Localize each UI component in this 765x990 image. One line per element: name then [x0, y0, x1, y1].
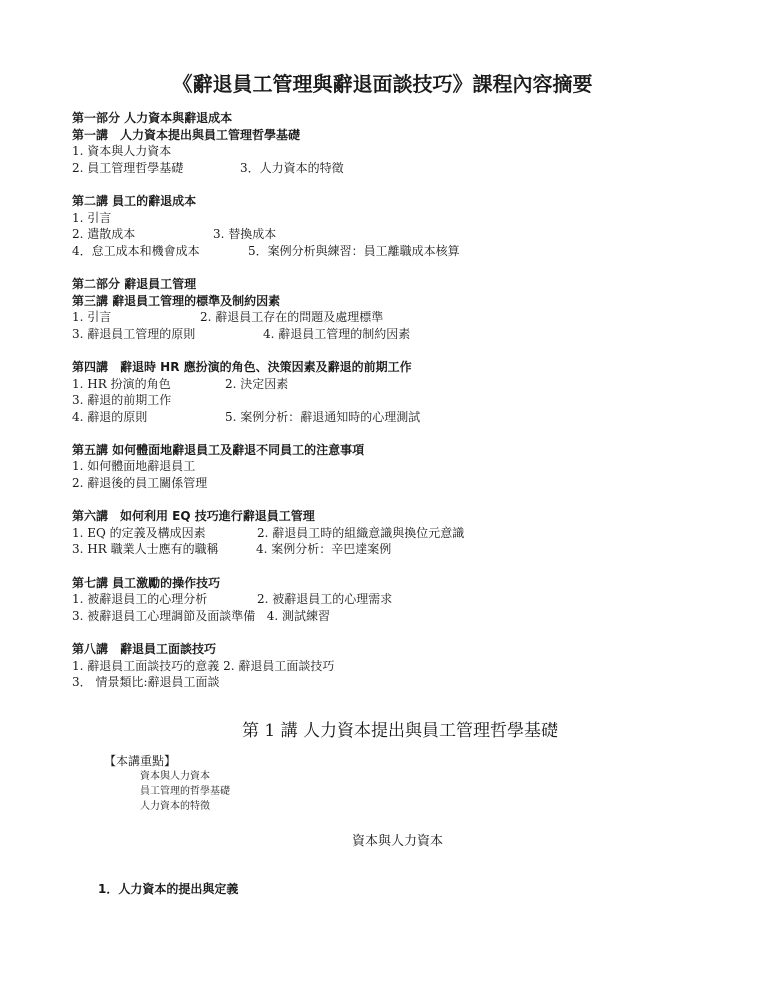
- lecture4-item1: 1. HR 扮演的角色: [72, 376, 171, 391]
- lecture2-item5: 5．案例分析與練習：員工離職成本核算: [248, 243, 460, 258]
- lecture1-item3: 3．人力資本的特徵: [240, 160, 344, 175]
- lecture7-item2: 2. 被辭退員工的心理需求: [257, 592, 393, 607]
- part2-heading: 第二部分 辭退員工管理: [72, 276, 197, 291]
- document-title: 《辭退員工管理與辭退面談技巧》課程內容摘要: [172, 72, 593, 96]
- lecture6-item1: 1. EQ 的定義及構成因素: [72, 525, 206, 540]
- lecture6-heading: 第六講 如何利用 EQ 技巧進行辭退員工管理: [72, 509, 315, 524]
- lecture1-item2: 2. 員工管理哲學基礎: [72, 160, 184, 175]
- lecture5-heading: 第五講 如何體面地辭退員工及辭退不同員工的注意事項: [72, 442, 365, 457]
- lecture5-item1: 1. 如何體面地辭退員工: [72, 459, 196, 474]
- lecture1-heading: 第一講 人力資本提出與員工管理哲學基礎: [72, 127, 301, 142]
- focus-list: [140, 769, 230, 814]
- lecture5-item2: 2. 辭退後的員工關係管理: [72, 476, 208, 491]
- lecture3-item2: 2. 辭退員工存在的問題及處理標準: [200, 310, 384, 325]
- lecture4-item3: 3. 辭退的前期工作: [72, 393, 172, 408]
- lecture1-item1: 1. 資本與人力資本: [72, 144, 172, 159]
- lecture4-item5: 5. 案例分析：辭退通知時的心理測試: [225, 409, 421, 424]
- lecture7-item4: 4. 測試練習: [266, 608, 330, 623]
- lecture2-item1: 1. 引言: [72, 210, 112, 225]
- lecture4-item2: 2. 決定因素: [225, 376, 289, 391]
- lecture8-heading: 第八講 辭退員工面談技巧: [72, 642, 217, 656]
- lecture3-item3: 3. 辭退員工管理的原則: [72, 326, 196, 341]
- lecture6-item4: 4. 案例分析：辛巴達案例: [256, 542, 392, 557]
- lecture7-item3: 3. 被辭退員工心理調節及面談準備: [72, 608, 256, 623]
- lecture2-item2: 2. 遣散成本: [72, 227, 136, 242]
- lecture3-heading: 第三講 辭退員工管理的標準及制約因素: [72, 293, 281, 308]
- lecture4-heading: 第四講 辭退時 HR 應扮演的角色、決策因素及辭退的前期工作: [72, 359, 412, 374]
- focus-item: 資本與人力資本: [140, 771, 210, 782]
- lecture2-item3: 3. 替換成本: [213, 227, 277, 242]
- lecture2-heading: 第二講 員工的辭退成本: [72, 193, 197, 208]
- lecture8-item1: 1. 辭退員工面談技巧的意義 2. 辭退員工面談技巧: [72, 658, 335, 673]
- section-subheading: 資本與人力資本: [351, 834, 443, 849]
- point1-heading: 1．人力資本的提出與定義: [98, 882, 239, 896]
- lecture7-item1: 1. 被辭退員工的心理分析: [72, 592, 208, 607]
- lecture2-item4: 4．怠工成本和機會成本: [72, 243, 200, 258]
- focus-label: 【本講重點】: [104, 754, 177, 768]
- lecture7-heading: 第七講 員工激勵的操作技巧: [72, 575, 221, 590]
- lecture6-item2: 2. 辭退員工時的組織意識與換位元意識: [257, 525, 465, 540]
- section-heading: 第 1 講 人力資本提出與員工管理哲學基礎: [241, 721, 559, 741]
- course-outline: [72, 110, 712, 691]
- lecture3-item4: 4. 辭退員工管理的制約因素: [263, 326, 411, 341]
- part1-heading: 第一部分 人力資本與辭退成本: [72, 111, 233, 125]
- focus-item: 員工管理的哲學基礎: [140, 786, 230, 797]
- lecture4-item4: 4. 辭退的原則: [72, 409, 148, 424]
- lecture8-item3: 3． 情景類比:辭退員工面談: [72, 675, 220, 690]
- focus-item: 人力資本的特徵: [140, 801, 210, 812]
- lecture3-item1: 1. 引言: [72, 310, 112, 325]
- lecture6-item3: 3. HR 職業人士應有的職稱: [72, 542, 219, 557]
